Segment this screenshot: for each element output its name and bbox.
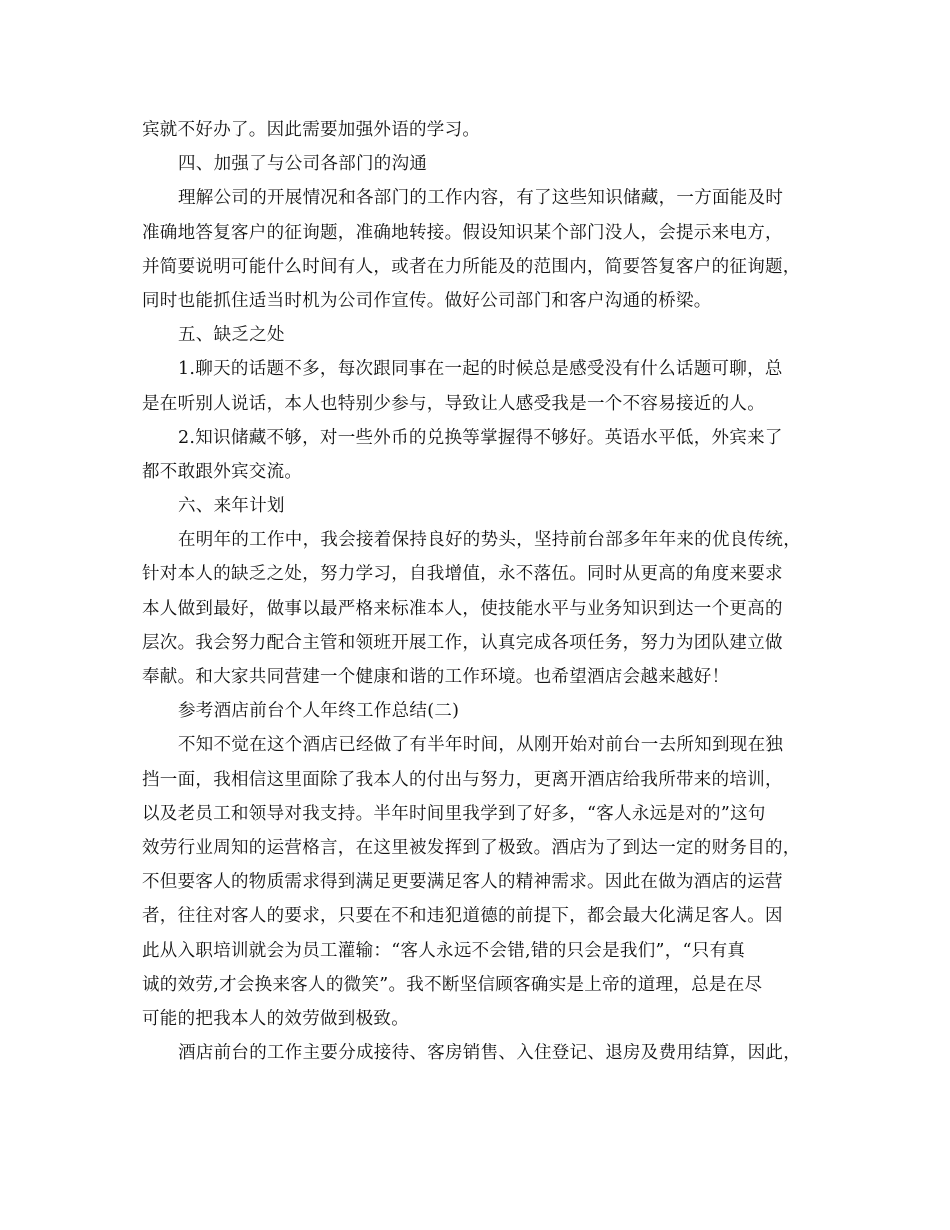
text-line: 针对本人的缺乏之处，努力学习，自我增值，永不落伍。同时从更高的角度来要求 xyxy=(142,564,783,585)
text-line: 准确地答复客户的征询题，准确地转接。假设知识某个部门没人，会提示来电方， xyxy=(142,222,783,243)
text-line: 者，往往对客人的要求，只要在不和违犯道德的前提下，都会最大化满足客人。因 xyxy=(142,906,783,927)
text-line: 以及老员工和领导对我支持。半年时间里我学到了好多，“客人永远是对的”这句 xyxy=(142,803,766,824)
text-line: 本人做到最好，做事以最严格来标准本人，使技能水平与业务知识到达一个更高的 xyxy=(142,598,783,619)
text-line: 挡一面，我相信这里面除了我本人的付出与努力，更离开酒店给我所带来的培训， xyxy=(142,769,783,790)
text-line: 层次。我会努力配合主管和领班开展工作，认真完成各项任务，努力为团队建立做 xyxy=(142,632,783,653)
text-line: 同时也能抓住适当时机为公司作宣传。做好公司部门和客户沟通的桥梁。 xyxy=(142,290,712,311)
text-line: 是在听别人说话，本人也特别少参与，导致让人感受我是一个不容易接近的人。 xyxy=(142,393,765,414)
text-line: 理解公司的开展情况和各部门的工作内容，有了这些知识储藏，一方面能及时 xyxy=(178,188,784,209)
text-line: 诚的效劳,才会换来客人的微笑”。我不断坚信顾客确实是上帝的道理，总是在尽 xyxy=(142,974,763,995)
text-line: 参考酒店前台个人年终工作总结(二) xyxy=(178,701,460,722)
text-line: 五、缺乏之处 xyxy=(178,325,285,346)
document-body xyxy=(142,113,822,1070)
text-line: 此从入职培训就会为员工灌输：“客人永远不会错,错的只会是我们”，“只有真 xyxy=(142,940,746,961)
text-line: 不但要客人的物质需求得到满足更要满足客人的精神需求。因此在做为酒店的运营 xyxy=(142,872,783,893)
text-line: 并简要说明可能什么时间有人，或者在力所能及的范围内，简要答复客户的征询题， xyxy=(142,256,801,277)
text-line: 1.聊天的话题不多，每次跟同事在一起的时候总是感受没有什么话题可聊，总 xyxy=(178,359,783,380)
text-line: 六、来年计划 xyxy=(178,496,285,517)
text-line: 宾就不好办了。因此需要加强外语的学习。 xyxy=(142,120,481,140)
text-line: 在明年的工作中，我会接着保持良好的势头，坚持前台部多年年来的优良传统， xyxy=(178,530,801,551)
text-line: 奉献。和大家共同营建一个健康和谐的工作环境。也希望酒店会越来越好！ xyxy=(142,667,730,687)
text-line: 酒店前台的工作主要分成接待、客房销售、入住登记、退房及费用结算，因此， xyxy=(178,1043,801,1064)
text-line: 都不敢跟外宾交流。 xyxy=(142,461,303,482)
text-line: 效劳行业周知的运营格言，在这里被发挥到了极致。酒店为了到达一定的财务目的， xyxy=(142,837,801,858)
text-line: 不知不觉在这个酒店已经做了有半年时间，从刚开始对前台一去所知到现在独 xyxy=(178,735,784,756)
text-line: 2.知识储藏不够，对一些外币的兑换等掌握得不够好。英语水平低，外宾来了 xyxy=(178,427,783,448)
text-line: 四、加强了与公司各部门的沟通 xyxy=(178,154,428,175)
text-line: 可能的把我本人的效劳做到极致。 xyxy=(142,1008,409,1029)
